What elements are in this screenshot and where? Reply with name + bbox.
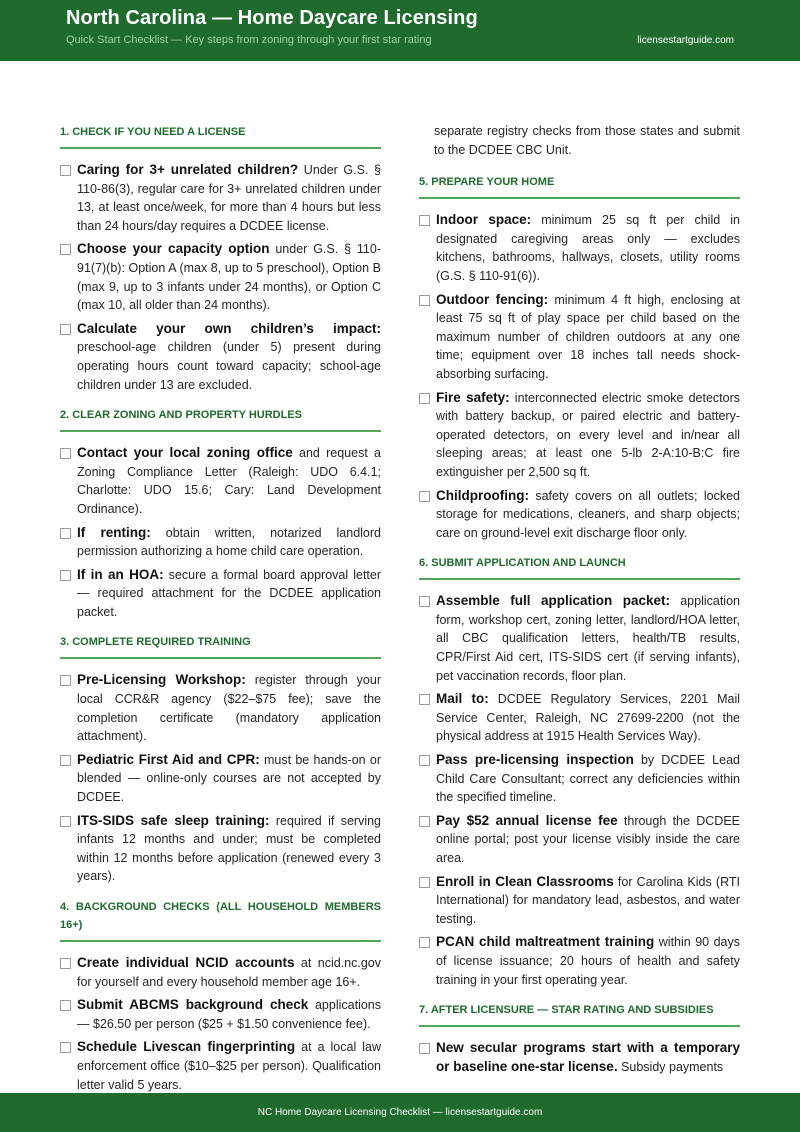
checklist-item	[419, 690, 740, 746]
item-text: required if serving infants 12 months and under; must be completed within 12 months before application (renewed every 3 years).	[77, 813, 381, 884]
item-lead: New secular programs start with a temporary or baseline one-star license.	[436, 1040, 740, 1074]
checklist-item	[419, 873, 740, 929]
checklist-item	[60, 954, 381, 991]
page-footer	[0, 1093, 800, 1132]
item-lead: Indoor space:	[436, 212, 532, 228]
item-text: within 90 days of license issuance; 20 hours of health and safety training in your first operating year.	[436, 935, 740, 987]
item-text: Subsidy payments	[617, 1059, 724, 1074]
section-4-continuation: separate registry checks from those states and submit to the DCDEE CBC Unit.	[434, 124, 740, 157]
item-text: applications — $26.50 per person ($25 + $1.50 convenience fee).	[77, 998, 381, 1031]
item-lead: Schedule Livescan fingerprinting	[77, 1039, 296, 1055]
checkbox[interactable]	[60, 244, 71, 255]
section-heading: 3. COMPLETE REQUIRED TRAINING	[60, 633, 381, 659]
item-text: DCDEE Regulatory Services, 2201 Mail Service Center, Raleigh, NC 27699-2200 (not the physical address at 1915 Health Services Way).	[436, 692, 740, 744]
checklist-item	[60, 240, 381, 314]
item-text: under G.S. § 110-91(7)(b): Option A (max 8, up to 5 preschool), Option B (max 9, up to 3 infants under 24 months), or Option C (max 10, all older than 24 months).	[77, 242, 381, 313]
item-text: preschool-age children (under 5) present during operating hours count toward capacity; school-age children under 13 are excluded.	[77, 340, 381, 392]
right-column	[419, 61, 740, 1093]
item-lead: PCAN child maltreatment training	[436, 934, 655, 950]
checklist-item	[419, 933, 740, 989]
section-heading: 7. AFTER LICENSURE — STAR RATING AND SUBSIDIES	[419, 1001, 740, 1027]
item-text: obtain written, notarized landlord permission authorizing a home child care operation.	[77, 525, 381, 559]
item-lead: Pass pre-licensing inspection	[436, 752, 634, 768]
checklist-item	[419, 389, 740, 482]
item-text: by DCDEE Lead Child Care Consultant; correct any deficiencies within the specified timeline.	[436, 753, 740, 805]
item-lead: Contact your local zoning office	[77, 445, 293, 461]
item-text: minimum 4 ft high, enclosing at least 75 sq ft of play space per child based on the maximum number of children outdoors at any one time; equipment over 18 inches tall needs shock-absorbing surfacing.	[436, 292, 740, 381]
checkbox[interactable]	[60, 755, 71, 766]
checklist-item	[60, 1038, 381, 1093]
item-lead: Outdoor fencing:	[436, 291, 549, 307]
footer-text: NC Home Daycare Licensing Checklist — licensestartguide.com	[257, 1107, 543, 1118]
item-lead: Assemble full application packet:	[436, 593, 671, 609]
item-lead: Mail to:	[436, 691, 489, 707]
item-lead: Enroll in Clean Classrooms	[436, 873, 614, 889]
checkbox[interactable]	[419, 877, 430, 888]
item-lead: If in an HOA:	[77, 566, 164, 582]
item-lead: ITS-SIDS safe sleep training:	[77, 812, 270, 828]
checklist-item	[60, 444, 381, 518]
checklist-item	[60, 566, 381, 622]
checklist-item	[60, 161, 381, 235]
section-heading: 5. PREPARE YOUR HOME	[419, 173, 740, 199]
checkbox[interactable]	[60, 570, 71, 581]
checklist-item	[419, 812, 740, 868]
item-text: through the DCDEE online portal; post your license visibly inside the care area.	[436, 813, 740, 865]
checklist-item	[419, 751, 740, 807]
checkbox[interactable]	[419, 694, 430, 705]
item-text: Under G.S. § 110-86(3), regular care for 3+ unrelated children under 13, at least once/week, for more than 4 hours but less than 24 hours/day requires a DCDEE license.	[77, 163, 381, 233]
item-lead: Childproofing:	[436, 487, 529, 503]
checkbox[interactable]	[419, 816, 430, 827]
section-heading: 4. BACKGROUND CHECKS (ALL HOUSEHOLD MEMBERS 16+)	[60, 898, 381, 942]
checkbox[interactable]	[60, 528, 71, 539]
checkbox[interactable]	[60, 1000, 71, 1011]
checkbox[interactable]	[419, 937, 430, 948]
item-lead: If renting:	[77, 524, 151, 540]
item-text: minimum 25 sq ft per child in designated caregiving areas only — excludes kitchens, bathrooms, hallways, closets, utility rooms (G.S. § 110-91(6)).	[436, 213, 740, 283]
checkbox[interactable]	[60, 675, 71, 686]
checkbox[interactable]	[60, 448, 71, 459]
item-text: application form, workshop cert, zoning letter, landlord/HOA letter, all CBC qualification letters, health/TB results, CPR/First Aid cert, ITS-SIDS cert (if serving infants), pet vaccination records, floor plan.	[436, 594, 740, 683]
section-heading: 6. SUBMIT APPLICATION AND LAUNCH	[419, 554, 740, 580]
checkbox[interactable]	[419, 596, 430, 607]
checklist-item	[419, 487, 740, 543]
checklist-item	[419, 592, 740, 685]
item-lead: Pre-Licensing Workshop:	[77, 672, 246, 688]
item-text: for Carolina Kids (RTI International) for mandatory lead, asbestos, and water testing.	[436, 874, 740, 926]
checkbox[interactable]	[60, 958, 71, 969]
item-lead: Fire safety:	[436, 389, 510, 405]
checkbox[interactable]	[60, 1042, 71, 1053]
page-subtitle: Quick Start Checklist — Key steps from zoning through your first star rating	[66, 34, 432, 46]
checklist-item	[60, 751, 381, 807]
checklist-item	[419, 1039, 740, 1076]
checkbox[interactable]	[419, 393, 430, 404]
checklist-body	[0, 61, 800, 1093]
checkbox[interactable]	[60, 816, 71, 827]
checkbox[interactable]	[419, 1043, 430, 1054]
item-text: safety covers on all outlets; locked storage for medications, cleaners, and sharp objects; care on ground-level exit discharge floor only.	[436, 488, 740, 540]
item-text: and request a Zoning Compliance Letter (Raleigh: UDO 6.4.1; Charlotte: UDO 15.6; Cary: Land Development Ordinance).	[77, 446, 381, 516]
checklist-item	[419, 211, 740, 285]
item-lead: Create individual NCID accounts	[77, 955, 295, 970]
page-header	[0, 0, 800, 61]
checklist-item	[419, 291, 740, 384]
checklist-item	[60, 996, 381, 1033]
checkbox[interactable]	[419, 295, 430, 306]
checklist-item	[60, 671, 381, 745]
item-lead: Caring for 3+ unrelated children?	[77, 162, 299, 177]
item-lead: Pediatric First Aid and CPR:	[77, 751, 260, 767]
item-lead: Choose your capacity option	[77, 241, 270, 257]
item-text: at ncid.nc.gov for yourself and every household member age 16+.	[77, 956, 381, 989]
item-text: must be hands-on or blended — online-only courses are not accepted by DCDEE.	[77, 752, 381, 805]
section-heading: 2. CLEAR ZONING AND PROPERTY HURDLES	[60, 406, 381, 432]
checkbox[interactable]	[60, 165, 71, 176]
item-text: interconnected electric smoke detectors with battery backup, or paired electric and battery-operated detectors, on every level and in/near all sleeping areas; at least one 5-lb 2-A:10-B:C fire extinguisher per 2,500 sq ft.	[436, 390, 740, 479]
item-lead: Pay $52 annual license fee	[436, 812, 618, 828]
item-text: at a local law enforcement office ($10–$25 per person). Qualification letter valid 5 years.	[77, 1040, 381, 1092]
left-column	[60, 61, 381, 1093]
checkbox[interactable]	[60, 324, 71, 335]
item-lead: Submit ABCMS background check	[77, 997, 309, 1013]
checklist-item	[60, 812, 381, 886]
checkbox[interactable]	[419, 755, 430, 766]
page-title: North Carolina — Home Daycare Licensing	[66, 7, 478, 29]
checklist-item	[60, 320, 381, 394]
checkbox[interactable]	[419, 215, 430, 226]
item-text: secure a formal board approval letter — required attachment for the DCDEE application packet.	[77, 567, 381, 619]
checklist-item	[60, 524, 381, 561]
item-text: register through your local CCR&R agency ($22–$75 fee); save the completion certificate (mandatory application attachment).	[77, 673, 381, 744]
checkbox[interactable]	[419, 491, 430, 502]
header-site-link[interactable]: licensestartguide.com	[637, 35, 734, 46]
section-heading: 1. CHECK IF YOU NEED A LICENSE	[60, 123, 381, 149]
item-lead: Calculate your own children’s impact:	[77, 320, 381, 336]
